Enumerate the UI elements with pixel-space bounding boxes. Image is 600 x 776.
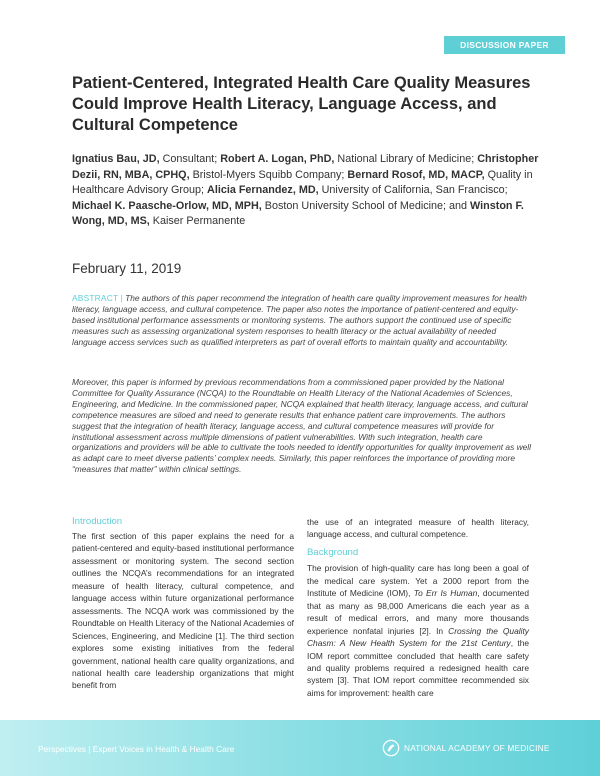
footer-brand	[382, 739, 550, 757]
author-affiliation: Bristol-Myers Squibb Company;	[189, 168, 348, 181]
author-entry	[207, 184, 508, 196]
author-affiliation: Quality in Healthcare Advisory Group;	[72, 168, 533, 197]
report-title-quality-chasm: Crossing the Quality Chasm: A New Health System for the 21st Century	[307, 625, 529, 649]
left-column	[72, 516, 294, 692]
introduction-text: The first section of this paper explains the need for a patient-centered and equity-based institutional performance assessment or monitoring system. The second section outlines the NCQA’s recommendations for an integrated measure of health literacy, cultural competence, and language access within future organizational performance assessments. The NCQA work was commissioned by the Roundtable on Health Literacy of the National Academies of Sciences, Engineering, and Medicine [1]. The third section explores some existing initiatives from the federal government, national health care quality organizations, and national health care leadership organizations that might benefit from	[72, 531, 294, 691]
abstract-paragraph-2: Moreover, this paper is informed by previous recommendations from a commissioned paper provided by the National Committee for Quality Assurance (NCQA) to the Roundtable on Health Literacy of the National Academies of Sciences, Engineering, and Medicine. In the commissioned paper, NCQA explained that health literacy, language access, and cultural competence measures are siloed and need to generate results that enhance patient care improvements. The authors suggest that the integration of health literacy, language access, and cultural competence measures will provide for institutional assessment across multiple dimensions of patient vulnerabilities. With such integration, health care organizations and providers will be able to cultivate the tools needed to identify opportunities for quality improvement as well as adapt care to meet diverse patients’ complex needs. Similarly, this paper reinforces the importance of providing more “measures that matter” within clinical settings.	[72, 377, 532, 475]
publication-date: February 11, 2019	[72, 261, 182, 276]
introduction-heading: Introduction	[72, 516, 123, 527]
author-entry	[220, 153, 477, 165]
nam-logo-icon	[382, 739, 400, 757]
abstract-separator: |	[118, 293, 126, 303]
background-heading: Background	[307, 546, 359, 558]
page-footer	[0, 720, 600, 776]
author-list	[72, 152, 542, 230]
author-affiliation: Boston University School of Medicine; and	[261, 199, 471, 212]
author-name: Michael K. Paasche-Orlow, MD, MPH,	[72, 199, 262, 212]
abstract-text-1: The authors of this paper recommend the integration of health care quality improvement measures for health literacy, language access, and cultural competence. The paper also notes the importance of patient-centered and equity-based institutional performance assessments or monitoring systems. The authors support the continued use of specific measures such as assessing organizational system responses to health literacy or the actual availability of needed language access services such as qualified interpreters as part of overall efforts to maintain quality and accountability.	[72, 293, 527, 347]
author-name: Ignatius Bau, JD,	[72, 153, 160, 165]
author-affiliation: Consultant;	[159, 153, 221, 165]
discussion-paper-badge: DISCUSSION PAPER	[444, 36, 565, 54]
author-entry	[72, 200, 470, 212]
author-name: Christopher Dezii, RN, MBA, CPHQ,	[72, 153, 539, 181]
footer-series-title: Perspectives | Expert Voices in Health & Health Care	[38, 744, 235, 754]
author-affiliation: National Library of Medicine;	[334, 153, 478, 165]
background-text-c: , the IOM report committee concluded that health care safety and quality problems required a redesigned health care system [3]. That IOM report committee recommended six aims for improvement: health care	[307, 638, 530, 698]
author-entry	[72, 153, 220, 165]
footer-organization: NATIONAL ACADEMY OF MEDICINE	[404, 743, 550, 753]
author-name: Winston F. Wong, MD, MS,	[72, 199, 524, 228]
author-name: Alicia Fernandez, MD,	[207, 184, 319, 197]
background-text-b: , documented that as many as 98,000 Americans die each year as a result of medical errors, and many more thousands experience nonfatal injuries [2]. In	[307, 588, 529, 636]
introduction-continuation: the use of an integrated measure of health literacy, language access, and cultural competence.	[307, 517, 529, 540]
abstract-paragraph-1	[72, 293, 532, 348]
author-name: Robert A. Logan, PhD,	[220, 153, 335, 165]
author-name: Bernard Rosof, MD, MACP,	[347, 168, 485, 181]
background-text	[307, 562, 529, 699]
report-title-to-err: To Err Is Human	[413, 588, 478, 599]
abstract-label: ABSTRACT	[72, 293, 119, 303]
background-text-a: The provision of high-quality care has long been a goal of the medical care system. Yet a 2000 report from the Institute of Medicine (IOM),	[307, 563, 529, 599]
right-column	[307, 516, 529, 699]
paper-title: Patient-Centered, Integrated Health Care Quality Measures Could Improve Health Literacy, Language Access, and Cultural Competence	[72, 74, 531, 134]
author-affiliation: University of California, San Francisco;	[318, 184, 508, 197]
author-affiliation: Kaiser Permanente	[149, 215, 246, 228]
